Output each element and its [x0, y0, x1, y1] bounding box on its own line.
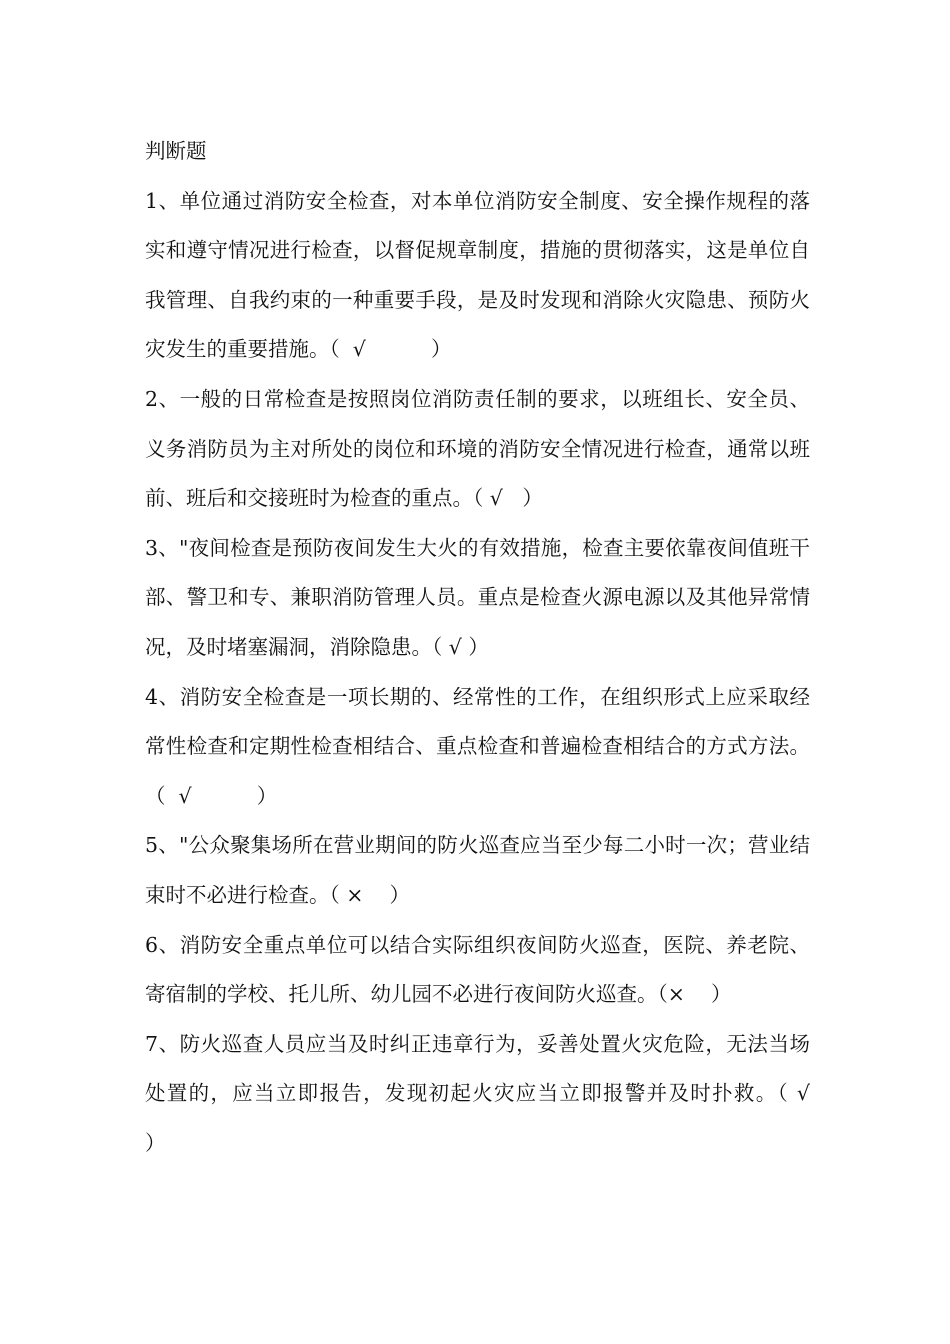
- question-1: 1、单位通过消防安全检查，对本单位消防安全制度、安全操作规程的落实和遵守情况进行检查，以督促规章制度，措施的贯彻落实，这是单位自我管理、自我约束的一种重要手段，是及时发现和消除火灾隐患、预防火灾发生的重要措施。（ √ ）: [145, 188, 810, 362]
- question-3: 3、"夜间检查是预防夜间发生大火的有效措施，检查主要依靠夜间值班干部、警卫和专、兼职消防管理人员。重点是检查火源电源以及其他异常情况，及时堵塞漏洞，消除隐患。（ √ ）: [145, 535, 810, 659]
- question-7: 7、防火巡查人员应当及时纠正违章行为，妥善处置火灾危险，无法当场处置的，应当立即报告，发现初起火灾应当立即报警并及时扑救。（ √ ）: [145, 1031, 843, 1155]
- section-title: 判断题: [145, 139, 207, 163]
- question-6: 6、消防安全重点单位可以结合实际组织夜间防火巡查，医院、养老院、寄宿制的学校、托儿所、幼儿园不必进行夜间防火巡查。（× ）: [145, 932, 810, 1007]
- question-4: 4、消防安全检查是一项长期的、经常性的工作，在组织形式上应采取经常性检查和定期性检查相结合、重点检查和普遍检查相结合的方式方法。（ √ ）: [145, 684, 810, 808]
- question-2: 2、一般的日常检查是按照岗位消防责任制的要求，以班组长、安全员、义务消防员为主对所处的岗位和环境的消防安全情况进行检查，通常以班前、班后和交接班时为检查的重点。（ √ ）: [145, 386, 810, 511]
- question-5: 5、"公众聚集场所在营业期间的防火巡查应当至少每二小时一次；营业结束时不必进行检查。（ × ）: [145, 833, 810, 907]
- document-page: [145, 127, 843, 1168]
